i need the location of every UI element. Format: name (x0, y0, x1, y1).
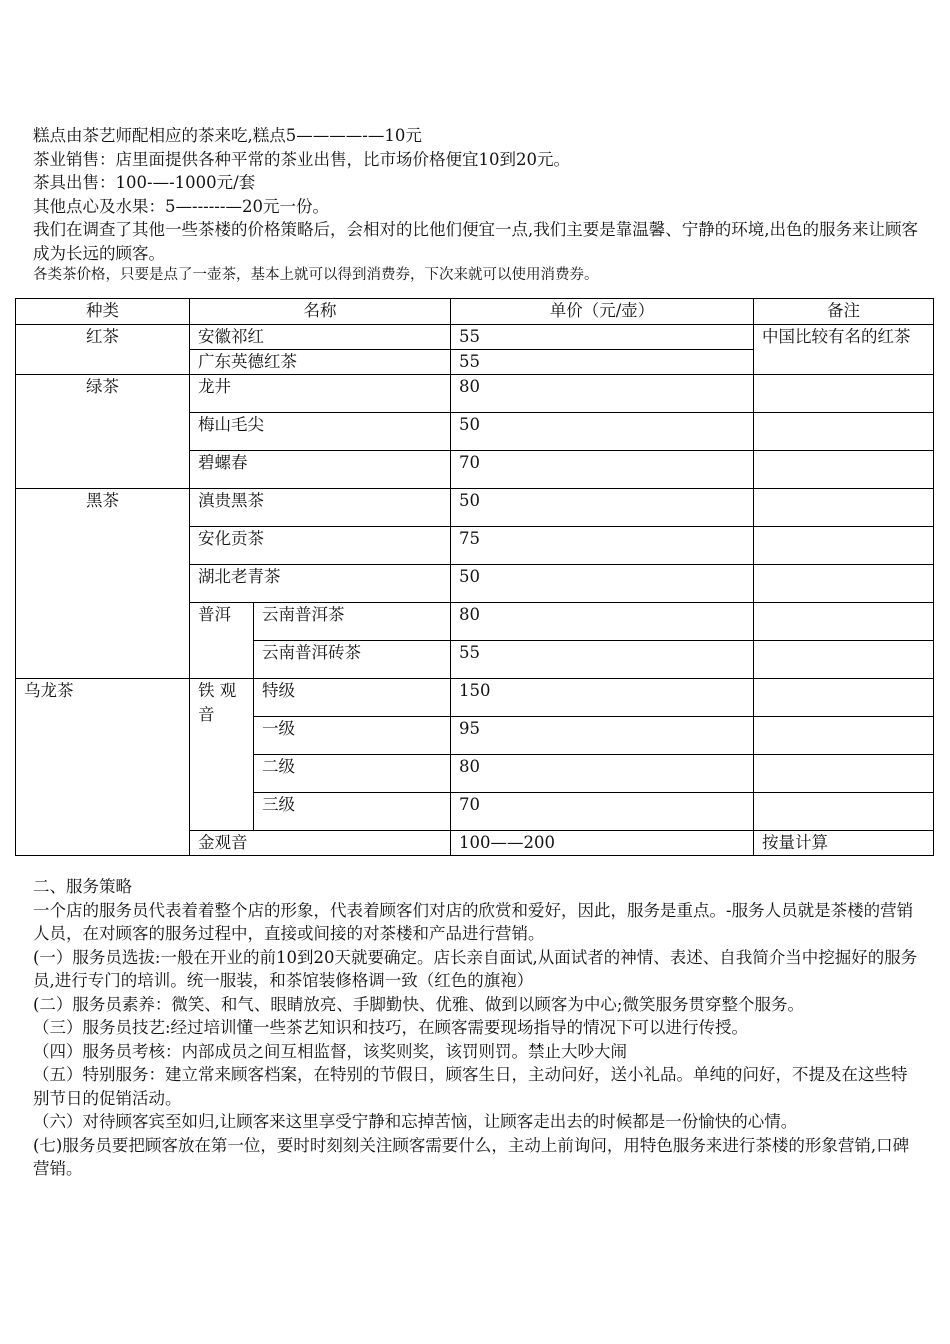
tea-note (754, 603, 934, 641)
tea-price: 80 (451, 603, 754, 641)
snacks-line: 其他点心及水果：5—------—20元一份。 (33, 196, 329, 216)
category-cell: 乌龙茶 (16, 679, 190, 856)
tea-note (754, 375, 934, 413)
tea-name: 湖北老青茶 (190, 565, 451, 603)
tea-name: 特级 (254, 679, 451, 717)
category-cell: 绿茶 (16, 375, 190, 489)
tea-price: 80 (451, 375, 754, 413)
tea-name: 广东英德红茶 (190, 350, 451, 375)
section-heading: 二、服务策略 (33, 877, 132, 896)
table-row (16, 375, 934, 413)
service-item: （四）服务员考核：内部成员之间互相监督，该奖则奖，该罚则罚。禁止大吵大闹 (33, 1041, 627, 1061)
table-row (16, 679, 934, 717)
tea-note (754, 451, 934, 489)
tea-note: 按量计算 (754, 831, 934, 856)
pastry-line: 糕点由茶艺师配相应的茶来吃,糕点5————-—10元 (33, 126, 422, 145)
category-cell: 红茶 (16, 325, 190, 375)
tea-price: 50 (451, 413, 754, 451)
tea-name: 滇贵黑茶 (190, 489, 451, 527)
tea-note (754, 793, 934, 831)
tea-price: 95 (451, 717, 754, 755)
subcategory-cell: 铁 观 音 (190, 679, 254, 831)
service-item: （五）特别服务：建立常来顾客档案，在特别的节假日，顾客生日，主动问好，送小礼品。单纯的问好，不提及在这些特别节日的促销活动。 (33, 1065, 908, 1108)
tea-name: 安化贡茶 (190, 527, 451, 565)
category-cell: 黑茶 (16, 489, 190, 679)
table-row (16, 325, 934, 350)
tea-price: 50 (451, 565, 754, 603)
tea-price-table (15, 298, 934, 856)
pricing-strategy-paragraph: 我们在调查了其他一些茶楼的价格策略后，会相对的比他们便宜一点,我们主要是靠温馨、宁静的环境,出色的服务来让顾客成为长远的顾客。 (33, 220, 918, 263)
header-price: 单价（元/壶） (451, 299, 754, 325)
service-item: (七)服务员要把顾客放在第一位，要时时刻刻关注顾客需要什么，主动上前询问，用特色服务来进行茶楼的形象营销,口碑营销。 (33, 1135, 910, 1178)
service-strategy-section (33, 875, 923, 1181)
tea-price: 100——200 (451, 831, 754, 856)
tea-note (754, 679, 934, 717)
service-item: （三）服务员技艺:经过培训懂一些茶艺知识和技巧，在顾客需要现场指导的情况下可以进行传授。 (33, 1018, 749, 1037)
intro-section (33, 124, 933, 285)
tea-note (754, 717, 934, 755)
subcategory-cell: 普洱 (190, 603, 254, 679)
tea-price: 75 (451, 527, 754, 565)
service-intro-paragraph: 一个店的服务员代表着着整个店的形象，代表着顾客们对店的欣赏和爱好，因此，服务是重点。-服务人员就是茶楼的营销人员，在对顾客的服务过程中，直接或间接的对茶楼和产品进行营销。 (33, 900, 914, 943)
tea-note (754, 565, 934, 603)
table-row (16, 489, 934, 527)
tea-note (754, 413, 934, 451)
tea-name: 云南普洱砖茶 (254, 641, 451, 679)
tea-name: 一级 (254, 717, 451, 755)
service-item: (一）服务员选拔:一般在开业的前10到20天就要确定。店长亲自面试,从面试者的神情、表述、自我简介当中挖掘好的服务员,进行专门的培训。统一服装，和茶馆装修格调一致（红色的旗袍） (33, 947, 918, 990)
tea-name: 龙井 (190, 375, 451, 413)
tea-name: 云南普洱茶 (254, 603, 451, 641)
service-item: (二）服务员素养：微笑、和气、眼睛放亮、手脚勤快、优雅、做到以顾客为中心;微笑服务贯穿整个服务。 (33, 994, 804, 1014)
tea-price: 80 (451, 755, 754, 793)
tea-sales-line: 茶业销售：店里面提供各种平常的茶业出售，比市场价格便宜10到20元。 (33, 149, 570, 169)
tea-name: 金观音 (190, 831, 451, 856)
header-note: 备注 (754, 299, 934, 325)
tea-name: 安徽祁红 (190, 325, 451, 350)
tea-note: 中国比较有名的红茶 (754, 325, 934, 375)
tea-note (754, 489, 934, 527)
tea-price: 50 (451, 489, 754, 527)
table-caption: 各类茶价格，只要是点了一壶茶，基本上就可以得到消费券，下次来就可以使用消费券。 (33, 267, 599, 283)
service-item: （六）对待顾客宾至如归,让顾客来这里享受宁静和忘掉苦恼，让顾客走出去的时候都是一份愉快的心情。 (33, 1112, 798, 1131)
tea-note (754, 527, 934, 565)
header-name: 名称 (190, 299, 451, 325)
teaware-line: 茶具出售：100-—-1000元/套 (33, 173, 256, 192)
header-category: 种类 (16, 299, 190, 325)
tea-price: 70 (451, 793, 754, 831)
tea-name: 碧螺春 (190, 451, 451, 489)
tea-name: 梅山毛尖 (190, 413, 451, 451)
tea-note (754, 755, 934, 793)
tea-price: 70 (451, 451, 754, 489)
tea-price: 150 (451, 679, 754, 717)
tea-name: 二级 (254, 755, 451, 793)
tea-note (754, 641, 934, 679)
table-header-row (16, 299, 934, 325)
tea-price: 55 (451, 325, 754, 350)
tea-name: 三级 (254, 793, 451, 831)
tea-price: 55 (451, 641, 754, 679)
tea-price: 55 (451, 350, 754, 375)
